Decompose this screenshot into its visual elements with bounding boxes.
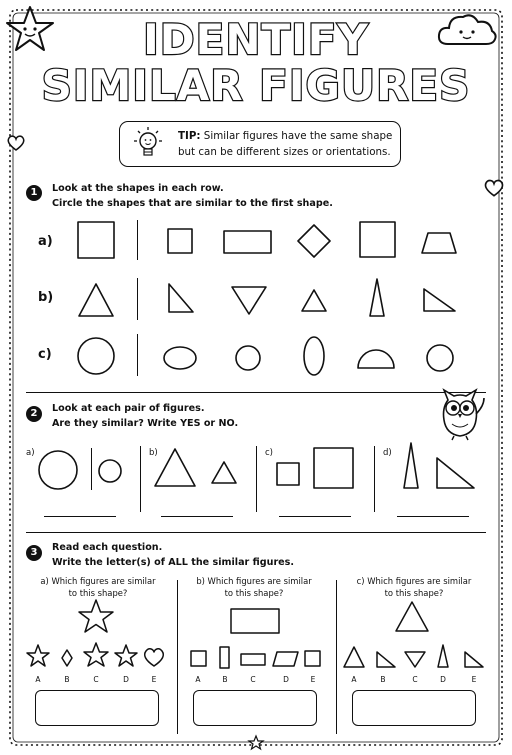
answer-box-c[interactable] xyxy=(352,690,476,726)
option-right-triangle xyxy=(377,652,395,667)
section-3-instruction-1: Read each question. xyxy=(52,542,163,553)
pair-label-b: b) xyxy=(149,448,158,458)
row-label-b: b) xyxy=(38,290,54,305)
target-rectangle xyxy=(231,609,279,633)
question-c-line-2: to this shape? xyxy=(384,588,444,598)
question-b-line-1: b) Which figures are similar xyxy=(196,576,312,586)
option-letter: E xyxy=(471,675,477,684)
section-1-number: 1 xyxy=(26,185,42,201)
option-triangle xyxy=(344,647,364,667)
option-diamond xyxy=(62,650,72,666)
option-star xyxy=(115,645,137,666)
question-c-line-1: c) Which figures are similar xyxy=(356,576,472,586)
tip-text-line-1: Similar figures have the same shape xyxy=(200,130,393,142)
option-inverted-triangle xyxy=(405,652,425,667)
section-2-number: 2 xyxy=(26,406,42,422)
option-letter: B xyxy=(64,675,70,684)
option-letter: D xyxy=(123,675,129,684)
option-letter: E xyxy=(310,675,316,684)
section-2-instruction-1: Look at each pair of figures. xyxy=(52,403,205,414)
section-2-instruction-2: Are they similar? Write YES or NO. xyxy=(52,418,239,429)
pair-label-c: c) xyxy=(265,448,273,458)
page-title-line-2: SIMILAR FIGURES xyxy=(41,61,471,110)
page-title-line-1: IDENTIFY xyxy=(143,15,369,64)
option-letter: A xyxy=(351,675,357,684)
pair-label-d: d) xyxy=(383,448,392,458)
question-b-line-2: to this shape? xyxy=(224,588,284,598)
section-3-instruction-2: Write the letter(s) of ALL the similar figures. xyxy=(52,557,295,568)
option-square xyxy=(191,651,206,666)
small-star-icon xyxy=(248,735,264,751)
tip-text-line-2: but can be different sizes or orientations. xyxy=(178,146,391,158)
answer-box-a[interactable] xyxy=(35,690,159,726)
target-triangle xyxy=(396,602,428,631)
option-right-triangle xyxy=(465,652,483,667)
option-letter: C xyxy=(93,675,99,684)
option-star xyxy=(27,645,49,666)
option-letter: A xyxy=(195,675,201,684)
section-1-instruction-2: Circle the shapes that are similar to the first shape. xyxy=(52,198,333,209)
option-heart xyxy=(145,649,164,666)
option-letter: C xyxy=(250,675,256,684)
row-label-c: c) xyxy=(38,347,52,362)
target-star xyxy=(79,600,113,632)
question-a-line-1: a) Which figures are similar xyxy=(40,576,156,586)
tip-label: TIP: xyxy=(178,130,201,142)
option-letter: B xyxy=(380,675,386,684)
section-3-number: 3 xyxy=(26,545,42,561)
option-letter: A xyxy=(35,675,41,684)
option-letter: E xyxy=(151,675,157,684)
option-letter: D xyxy=(440,675,446,684)
option-tall-rectangle xyxy=(220,647,229,668)
answer-box-b[interactable] xyxy=(193,690,317,726)
option-wide-rectangle xyxy=(241,654,265,665)
option-letter: D xyxy=(283,675,289,684)
option-tall-triangle xyxy=(438,645,448,667)
question-a-line-2: to this shape? xyxy=(68,588,128,598)
option-star xyxy=(84,643,108,666)
option-square xyxy=(305,651,320,666)
option-parallelogram xyxy=(273,652,298,666)
section-1-instruction-1: Look at the shapes in each row. xyxy=(52,183,224,194)
pair-label-a: a) xyxy=(26,448,35,458)
option-letter: B xyxy=(222,675,228,684)
row-label-a: a) xyxy=(38,234,53,249)
option-letter: C xyxy=(412,675,418,684)
